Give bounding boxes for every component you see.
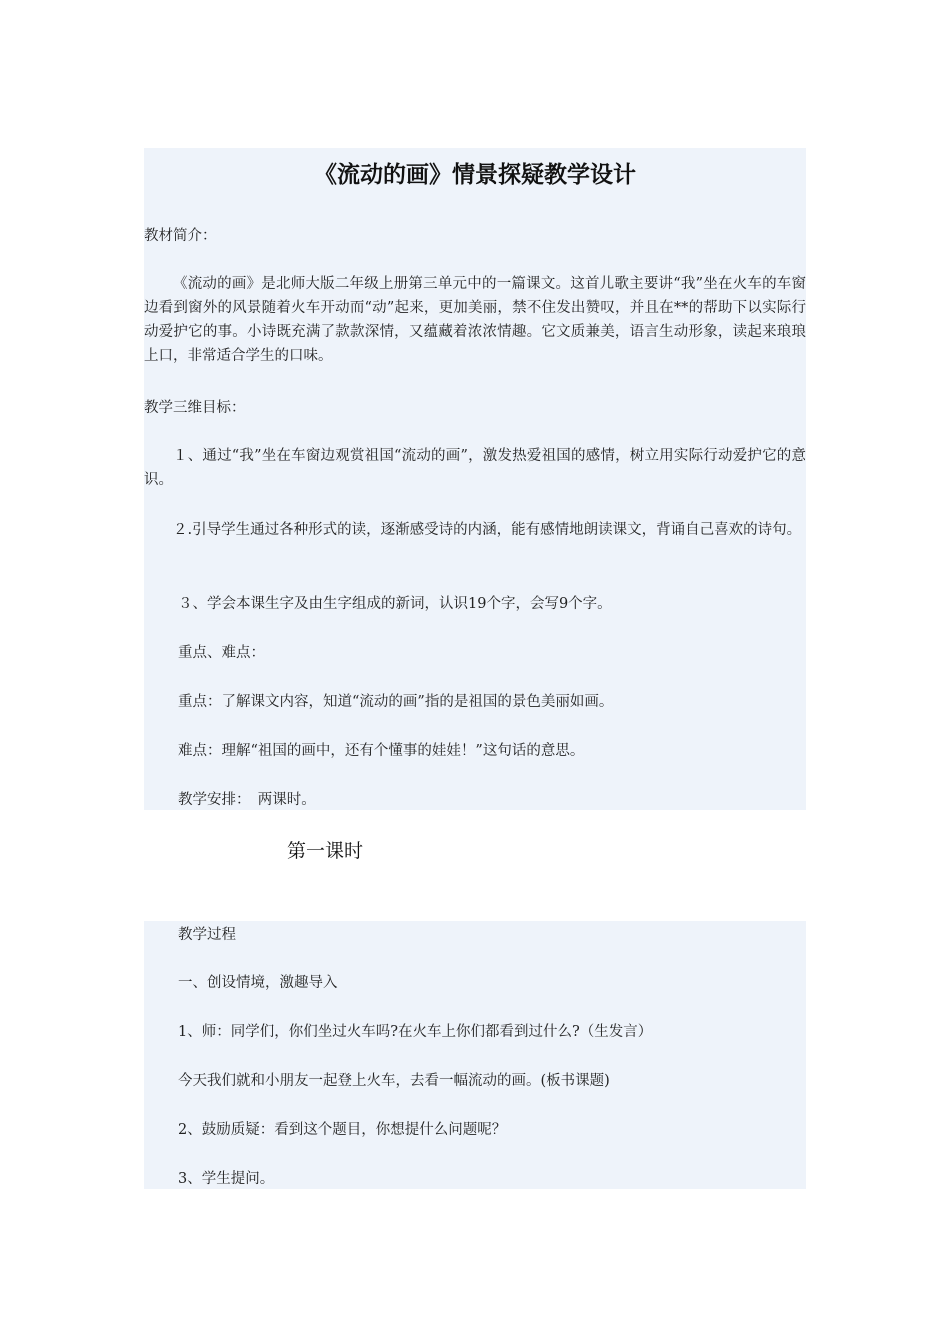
goal-item-3: ３、学会本课生字及由生字组成的新词，认识19个字，会写9个字。	[178, 596, 612, 612]
process-heading: 教学过程	[178, 927, 236, 943]
intro-heading: 教材简介：	[144, 228, 217, 244]
difficulty-point: 难点：理解“祖国的画中，还有个懂事的娃娃！”这句话的意思。	[178, 743, 585, 759]
key-points-heading: 重点、难点：	[178, 645, 265, 661]
process-line-2: 今天我们就和小朋友一起登上火车，去看一幅流动的画。(板书课题)	[178, 1073, 610, 1089]
teaching-schedule: 教学安排： 两课时。	[178, 792, 316, 808]
process-line-3: 2、鼓励质疑：看到这个题目，你想提什么问题呢？	[178, 1122, 507, 1138]
lesson1-heading: 第一课时	[287, 840, 364, 862]
goal-item-1: １、通过“我”坐在车窗边观赏祖国“流动的画”，激发热爱祖国的感情，树立用实际行动爱护它的意识。	[144, 448, 806, 488]
section1-heading: 一、创设情境，激趣导入	[178, 975, 338, 991]
focus-point: 重点：了解课文内容，知道“流动的画”指的是祖国的景色美丽如画。	[178, 694, 614, 710]
document-title: 《流动的画》情景探疑教学设计	[314, 162, 636, 188]
process-line-1: 1、师：同学们，你们坐过火车吗?在火车上你们都看到过什么?（生发言）	[178, 1024, 653, 1040]
goals-heading: 教学三维目标：	[144, 400, 246, 416]
content-panel-bottom	[144, 921, 806, 1189]
goal-item-2: ２.引导学生通过各种形式的读，逐渐感受诗的内涵，能有感情地朗读课文，背诵自己喜欢的诗句。	[173, 522, 802, 538]
intro-paragraph: 《流动的画》是北师大版二年级上册第三单元中的一篇课文。这首儿歌主要讲“我”坐在火车的车窗边看到窗外的风景随着火车开动而“动”起来，更加美丽，禁不住发出赞叹，并且在**的帮助下以实际行动爱护它的事。小诗既充满了款款深情，又蕴藏着浓浓情趣。它文质兼美，语言生动形象，读起来琅琅上口，非常适合学生的口味。	[144, 276, 806, 364]
process-line-4: 3、学生提问。	[178, 1171, 275, 1187]
